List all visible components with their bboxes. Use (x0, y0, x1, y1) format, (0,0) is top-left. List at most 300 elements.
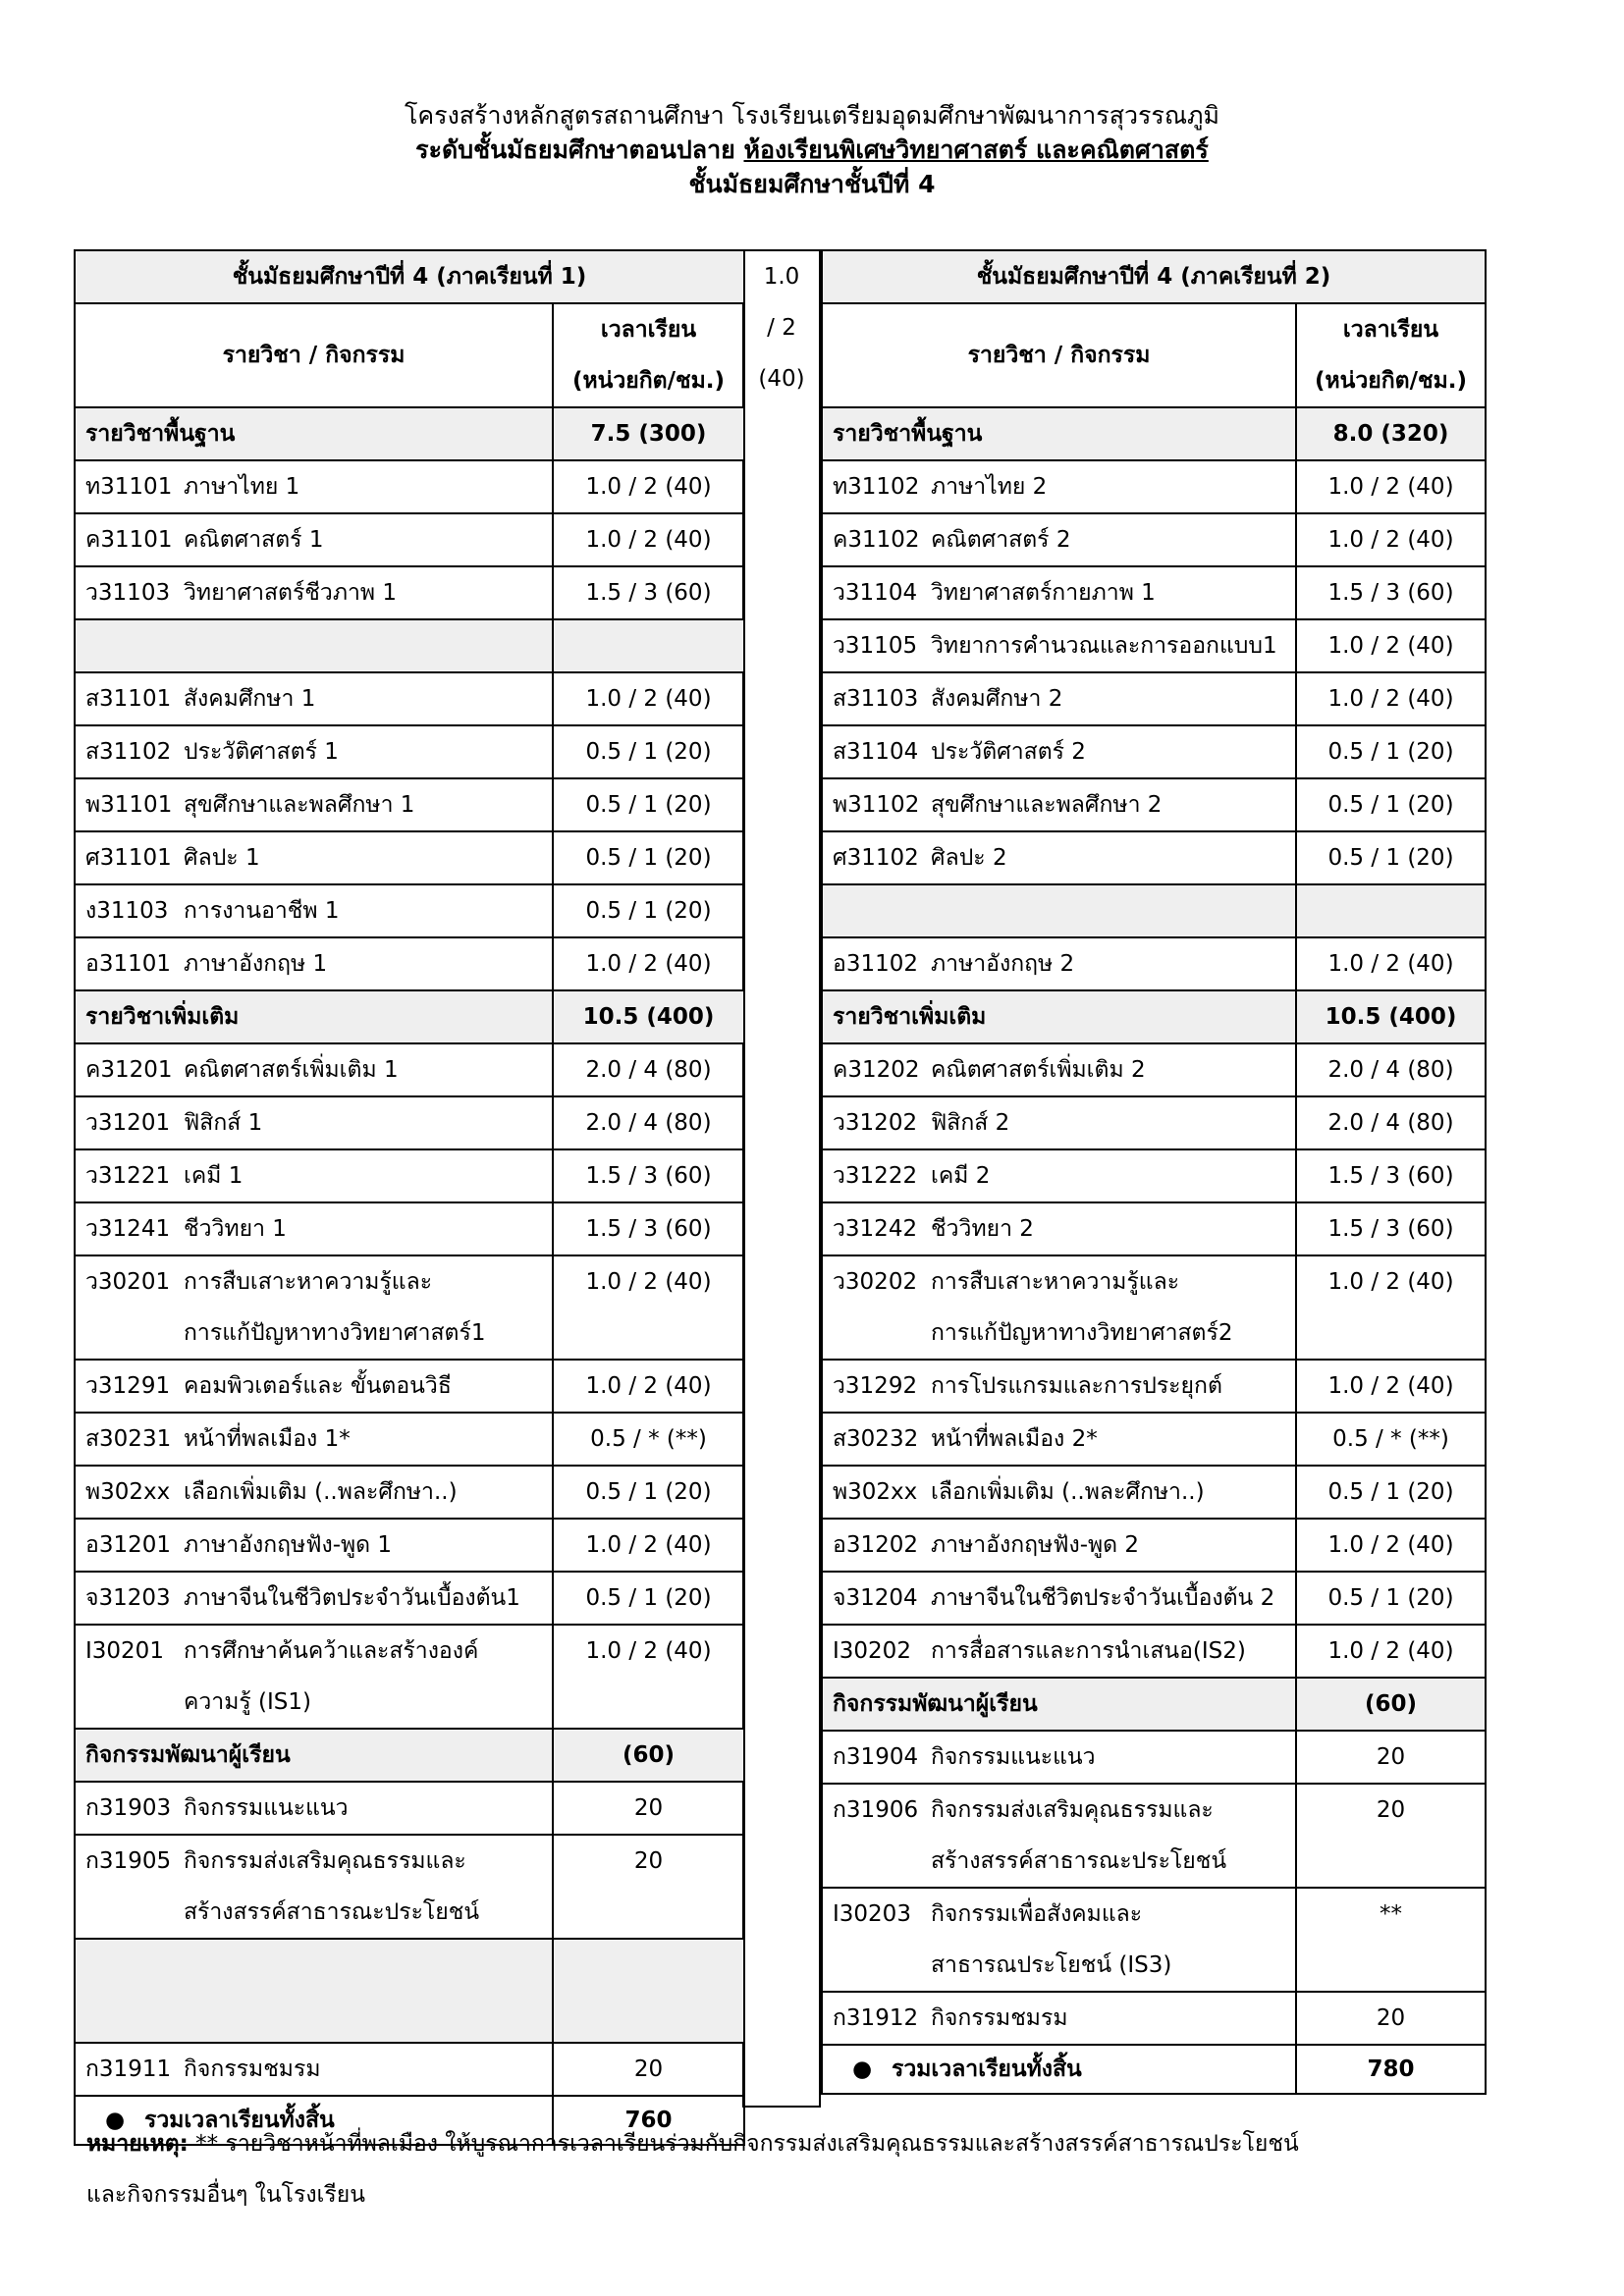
table-row (822, 1360, 1486, 1413)
subject-cell (822, 1202, 1296, 1255)
subject-cell (75, 1625, 553, 1729)
semester-1-heading: ชั้นมัธยมศึกษาปีที่ 4 (ภาคเรียนที่ 1) (75, 250, 744, 303)
subject-cell (75, 513, 553, 566)
subject-column-header: รายวิชา / กิจกรรม (822, 303, 1296, 407)
time-cell: 0.5 / 1 (20) (553, 1466, 744, 1519)
table-row (75, 1255, 744, 1360)
table-row (75, 672, 744, 725)
subject-cell (75, 1782, 553, 1835)
title-line-2-prefix: ระดับชั้นมัธยมศึกษาตอนปลาย (415, 135, 744, 164)
subject-name: คณิตศาสตร์ 2 (931, 527, 1071, 553)
subject-code: ส30232 (833, 1426, 919, 1452)
time-column-header (553, 303, 744, 407)
subject-cell (822, 1731, 1296, 1784)
subject-name: กิจกรรมแนะแนว (931, 1744, 1096, 1770)
subject-code: ว31103 (85, 580, 171, 606)
subject-name: ประวัติศาสตร์ 1 (184, 739, 339, 765)
table-row (75, 1043, 744, 1096)
subject-code: พ302xx (85, 1479, 171, 1505)
subject-name: คณิตศาสตร์ 1 (184, 527, 324, 553)
time-header-line-1: เวลาเรียน (600, 317, 697, 343)
subject-name: กิจกรรมชมรม (931, 2005, 1068, 2031)
table-row (75, 513, 744, 566)
time-cell: 1.5 / 3 (60) (1296, 1202, 1486, 1255)
subject-name: หน้าที่พลเมือง 1* (184, 1426, 351, 1452)
table-row (75, 937, 744, 990)
subject-name: ประวัติศาสตร์ 2 (931, 739, 1086, 765)
semester-1-table (74, 249, 745, 2146)
subject-name: ฟิสิกส์ 2 (931, 1110, 1010, 1136)
time-column-header (1296, 303, 1486, 407)
subject-name: ชีววิทยา 1 (184, 1216, 287, 1242)
table-row (75, 1625, 744, 1729)
section-label: กิจกรรมพัฒนาผู้เรียน (75, 1729, 553, 1782)
subject-cell (75, 1149, 553, 1202)
subject-code: อ31201 (85, 1532, 171, 1558)
subject-code: ส31103 (833, 686, 919, 712)
section-label: รายวิชาพื้นฐาน (75, 407, 553, 460)
table-row (822, 1572, 1486, 1625)
time-cell: 20 (553, 1835, 744, 1939)
table-row (75, 1572, 744, 1625)
subject-code: พ302xx (833, 1479, 918, 1505)
grand-total-label-cell (822, 2045, 1296, 2094)
table-row (75, 1939, 744, 2043)
subject-cell (822, 1888, 1296, 1992)
section-row (822, 1678, 1486, 1731)
subject-code: ก31912 (833, 2005, 919, 2031)
time-cell: 1.0 / 2 (40) (553, 1519, 744, 1572)
subject-code: จ31203 (85, 1585, 171, 1611)
subject-cell (75, 1413, 553, 1466)
time-cell: 1.0 / 2 (40) (1296, 513, 1486, 566)
subject-cell (822, 1784, 1296, 1888)
subject-code: ท31102 (833, 474, 920, 500)
subject-cell (822, 1149, 1296, 1202)
subject-cell (822, 672, 1296, 725)
subject-cell (75, 831, 553, 884)
subject-name-continued: การแก้ปัญหาทางวิทยาศาสตร์1 (184, 1320, 486, 1346)
subject-name: การสืบเสาะหาความรู้และ (931, 1269, 1180, 1295)
subject-cell (75, 1939, 553, 2043)
subject-name: สังคมศึกษา 1 (184, 686, 316, 712)
table-row (75, 460, 744, 513)
title-line-3: ชั้นมัธยมศึกษาชั้นปีที่ 4 (688, 170, 936, 198)
subject-cell (75, 619, 553, 672)
semester-2-table (821, 249, 1487, 2095)
time-cell: 20 (553, 1782, 744, 1835)
time-cell: 0.5 / * (**) (553, 1413, 744, 1466)
subject-cell (75, 725, 553, 778)
subject-name: วิทยาการคำนวณและการออกแบบ1 (931, 633, 1277, 659)
time-cell: 0.5 / 1 (20) (1296, 778, 1486, 831)
subject-code: ว31202 (833, 1110, 918, 1136)
subject-name: ภาษาอังกฤษ 2 (931, 951, 1075, 977)
time-cell (553, 619, 744, 672)
time-cell: 1.5 / 3 (60) (553, 566, 744, 619)
middle-value-2: / 2 (767, 315, 796, 341)
subject-cell (75, 884, 553, 937)
subject-name: คอมพิวเตอร์และ ขั้นตอนวิธี (184, 1373, 452, 1399)
subject-code: จ31204 (833, 1585, 918, 1611)
bullet-icon: ● (104, 2108, 126, 2133)
subject-name: ภาษาจีนในชีวิตประจำวันเบื้องต้น1 (184, 1585, 520, 1611)
subject-code: ว31222 (833, 1163, 918, 1189)
time-cell: 1.0 / 2 (40) (1296, 937, 1486, 990)
subject-name: ชีววิทยา 2 (931, 1216, 1034, 1242)
subject-code: ศ31101 (85, 845, 172, 871)
subject-cell (822, 619, 1296, 672)
subject-cell (822, 725, 1296, 778)
time-header-line-1: เวลาเรียน (1342, 317, 1439, 343)
title-line-1: โครงสร้างหลักสูตรสถานศึกษา โรงเรียนเตรียมอุดมศึกษาพัฒนาการสุวรรณภูมิ (404, 101, 1220, 130)
subject-cell (75, 2043, 553, 2096)
subject-code: ก31905 (85, 1848, 172, 1874)
subject-code: ว31292 (833, 1373, 918, 1399)
footnote-line-2: และกิจกรรมอื่นๆ ในโรงเรียน (86, 2182, 365, 2208)
time-cell: 2.0 / 4 (80) (1296, 1096, 1486, 1149)
subject-cell (822, 566, 1296, 619)
table-row (822, 1413, 1486, 1466)
subject-name: กิจกรรมส่งเสริมคุณธรรมและ (931, 1797, 1214, 1823)
subject-code: พ31102 (833, 792, 920, 818)
subject-name: วิทยาศาสตร์กายภาพ 1 (931, 580, 1156, 606)
table-row (822, 937, 1486, 990)
subject-name: สังคมศึกษา 2 (931, 686, 1063, 712)
time-cell: 20 (1296, 1731, 1486, 1784)
time-cell (553, 1939, 744, 2043)
subject-code: ท31101 (85, 474, 173, 500)
grand-total-label: รวมเวลาเรียนทั้งสิ้น (144, 2108, 335, 2133)
subject-name: คณิตศาสตร์เพิ่มเติม 2 (931, 1057, 1146, 1083)
subject-code: ส31102 (85, 739, 172, 765)
subject-cell (822, 1255, 1296, 1360)
time-cell: 1.0 / 2 (40) (1296, 1360, 1486, 1413)
middle-value-3: (40) (758, 366, 805, 392)
subject-name: ฟิสิกส์ 1 (184, 1110, 263, 1136)
subject-name: วิทยาศาสตร์ชีวภาพ 1 (184, 580, 398, 606)
subject-code: I30203 (833, 1901, 911, 1927)
table-row (822, 1519, 1486, 1572)
subject-code: ว31221 (85, 1163, 171, 1189)
subject-cell (75, 937, 553, 990)
grand-total-row (822, 2045, 1486, 2094)
subject-name: ภาษาไทย 1 (184, 474, 300, 500)
subject-cell (75, 1519, 553, 1572)
subject-cell (75, 1572, 553, 1625)
semester-2-rows (822, 407, 1486, 2094)
section-row (822, 990, 1486, 1043)
time-cell: 20 (1296, 1784, 1486, 1888)
table-row (822, 778, 1486, 831)
section-label: กิจกรรมพัฒนาผู้เรียน (822, 1678, 1296, 1731)
subject-code: ว30201 (85, 1269, 171, 1295)
section-row (75, 1729, 744, 1782)
section-row (75, 990, 744, 1043)
subject-name: เคมี 1 (184, 1163, 244, 1189)
bullet-icon: ● (851, 2056, 873, 2082)
footnote (86, 2118, 1299, 2220)
table-row (822, 831, 1486, 884)
section-total: (60) (553, 1729, 744, 1782)
time-cell: 0.5 / 1 (20) (553, 778, 744, 831)
time-cell: 1.0 / 2 (40) (1296, 1255, 1486, 1360)
table-row (75, 1149, 744, 1202)
table-row (75, 831, 744, 884)
subject-name: การงานอาชีพ 1 (184, 898, 340, 924)
subject-name: ภาษาไทย 2 (931, 474, 1048, 500)
subject-cell (75, 1096, 553, 1149)
table-row (75, 778, 744, 831)
time-cell: 0.5 / 1 (20) (553, 725, 744, 778)
subject-code: อ31202 (833, 1532, 918, 1558)
subject-code: ส31104 (833, 739, 919, 765)
subject-name: การโปรแกรมและการประยุกต์ (931, 1373, 1222, 1399)
section-row (822, 407, 1486, 460)
time-cell: 20 (1296, 1992, 1486, 2045)
subject-cell (822, 1413, 1296, 1466)
subject-cell (75, 1255, 553, 1360)
table-row (75, 1835, 744, 1939)
time-cell: 0.5 / 1 (20) (1296, 1572, 1486, 1625)
grand-total-value: 780 (1296, 2045, 1486, 2094)
subject-cell (75, 778, 553, 831)
table-row (75, 725, 744, 778)
subject-cell (822, 513, 1296, 566)
table-row (822, 1466, 1486, 1519)
subject-code: I30201 (85, 1638, 164, 1664)
subject-cell (75, 1360, 553, 1413)
section-total: 10.5 (400) (553, 990, 744, 1043)
time-cell: 1.0 / 2 (40) (553, 937, 744, 990)
time-cell: 1.0 / 2 (40) (1296, 1625, 1486, 1678)
table-row (75, 1096, 744, 1149)
subject-code: ว31291 (85, 1373, 171, 1399)
subject-name: คณิตศาสตร์เพิ่มเติม 1 (184, 1057, 399, 1083)
subject-name: กิจกรรมชมรม (184, 2056, 321, 2082)
subject-name: การศึกษาค้นคว้าและสร้างองค์ (184, 1638, 479, 1664)
subject-name: สุขศึกษาและพลศึกษา 2 (931, 792, 1163, 818)
subject-name: ภาษาอังกฤษฟัง-พูด 2 (931, 1532, 1140, 1558)
time-cell: 1.0 / 2 (40) (1296, 460, 1486, 513)
table-row (822, 619, 1486, 672)
subject-code: ส30231 (85, 1426, 172, 1452)
time-cell: 1.0 / 2 (40) (553, 1255, 744, 1360)
subject-name: เลือกเพิ่มเติม (..พละศึกษา..) (931, 1479, 1205, 1505)
subject-cell (822, 1043, 1296, 1096)
time-header-line-2: (หน่วยกิต/ชม.) (1314, 368, 1468, 394)
section-total: 8.0 (320) (1296, 407, 1486, 460)
subject-name: เลือกเพิ่มเติม (..พละศึกษา..) (184, 1479, 458, 1505)
time-cell: 1.0 / 2 (40) (1296, 1519, 1486, 1572)
subject-code: ส31101 (85, 686, 172, 712)
table-row (822, 1625, 1486, 1678)
subject-column-header: รายวิชา / กิจกรรม (75, 303, 553, 407)
subject-name: ภาษาอังกฤษ 1 (184, 951, 328, 977)
table-row (75, 2043, 744, 2096)
title-line-2-underlined: ห้องเรียนพิเศษวิทยาศาสตร์ และคณิตศาสตร์ (743, 135, 1209, 164)
subject-cell (822, 1572, 1296, 1625)
section-total: (60) (1296, 1678, 1486, 1731)
subject-name: กิจกรรมส่งเสริมคุณธรรมและ (184, 1848, 466, 1874)
table-row (822, 1992, 1486, 2045)
time-cell: 2.0 / 4 (80) (1296, 1043, 1486, 1096)
subject-cell (822, 884, 1296, 937)
grand-total-label: รวมเวลาเรียนทั้งสิ้น (892, 2056, 1082, 2082)
subject-code: ว31201 (85, 1110, 171, 1136)
table-row (75, 619, 744, 672)
table-row (822, 1784, 1486, 1888)
table-row (822, 1731, 1486, 1784)
subject-name: กิจกรรมแนะแนว (184, 1795, 349, 1821)
table-row (75, 1782, 744, 1835)
subject-name-continued: สาธารณประโยชน์ (IS3) (931, 1952, 1172, 1978)
subject-name-continued: ความรู้ (IS1) (184, 1689, 312, 1715)
time-cell: 1.0 / 2 (40) (553, 1360, 744, 1413)
time-cell: ** (1296, 1888, 1486, 1992)
semester-2-heading: ชั้นมัธยมศึกษาปีที่ 4 (ภาคเรียนที่ 2) (822, 250, 1486, 303)
subject-code: ง31103 (85, 898, 169, 924)
footnote-label: หมายเหตุ: (86, 2131, 189, 2157)
subject-code: ก31903 (85, 1795, 172, 1821)
time-cell: 1.5 / 3 (60) (1296, 1149, 1486, 1202)
subject-code: ค31201 (85, 1057, 173, 1083)
subject-cell (75, 1466, 553, 1519)
table-row (822, 566, 1486, 619)
subject-name: สุขศึกษาและพลศึกษา 1 (184, 792, 415, 818)
section-label: รายวิชาพื้นฐาน (822, 407, 1296, 460)
subject-code: I30202 (833, 1638, 911, 1664)
table-row (75, 566, 744, 619)
subject-cell (75, 566, 553, 619)
subject-cell (822, 1096, 1296, 1149)
time-cell: 0.5 / 1 (20) (553, 884, 744, 937)
table-row (822, 725, 1486, 778)
subject-cell (75, 1043, 553, 1096)
subject-cell (822, 460, 1296, 513)
table-row (822, 1043, 1486, 1096)
subject-code: อ31102 (833, 951, 918, 977)
time-cell: 0.5 / 1 (20) (553, 1572, 744, 1625)
subject-code: ก31904 (833, 1744, 919, 1770)
section-label: รายวิชาเพิ่มเติม (75, 990, 553, 1043)
subject-code: ก31906 (833, 1797, 919, 1823)
subject-code: ว30202 (833, 1269, 918, 1295)
table-row (822, 1202, 1486, 1255)
document-title (0, 98, 1624, 201)
subject-cell (822, 1360, 1296, 1413)
subject-code: ว31242 (833, 1216, 918, 1242)
time-cell: 1.5 / 3 (60) (553, 1149, 744, 1202)
time-cell: 2.0 / 4 (80) (553, 1096, 744, 1149)
subject-cell (822, 1625, 1296, 1678)
time-cell: 20 (553, 2043, 744, 2096)
table-row (822, 1888, 1486, 1992)
section-row (75, 407, 744, 460)
subject-code: ว31241 (85, 1216, 171, 1242)
section-total: 10.5 (400) (1296, 990, 1486, 1043)
subject-name-continued: การแก้ปัญหาทางวิทยาศาสตร์2 (931, 1320, 1233, 1346)
middle-column (742, 249, 821, 2108)
table-row (822, 1149, 1486, 1202)
subject-code: ว31104 (833, 580, 918, 606)
table-row (822, 672, 1486, 725)
table-row (822, 1255, 1486, 1360)
subject-cell (822, 1992, 1296, 2045)
table-row (822, 460, 1486, 513)
table-row (75, 1466, 744, 1519)
subject-cell (75, 1202, 553, 1255)
time-header-line-2: (หน่วยกิต/ชม.) (571, 368, 726, 394)
subject-code: ศ31102 (833, 845, 919, 871)
subject-cell (822, 778, 1296, 831)
time-cell: 1.0 / 2 (40) (553, 1625, 744, 1729)
subject-cell (822, 1519, 1296, 1572)
table-row (822, 1096, 1486, 1149)
time-cell: 1.0 / 2 (40) (1296, 619, 1486, 672)
time-cell: 0.5 / 1 (20) (1296, 1466, 1486, 1519)
section-total: 7.5 (300) (553, 407, 744, 460)
subject-cell (75, 672, 553, 725)
table-row (75, 1360, 744, 1413)
subject-code: ค31101 (85, 527, 173, 553)
subject-name: ภาษาอังกฤษฟัง-พูด 1 (184, 1532, 393, 1558)
table-row (822, 884, 1486, 937)
subject-cell (75, 460, 553, 513)
subject-name-continued: สร้างสรรค์สาธารณะประโยชน์ (931, 1848, 1227, 1874)
subject-name: กิจกรรมเพื่อสังคมและ (931, 1901, 1143, 1927)
subject-code: ค31202 (833, 1057, 920, 1083)
subject-cell (822, 1466, 1296, 1519)
table-row (822, 513, 1486, 566)
time-cell: 1.0 / 2 (40) (553, 513, 744, 566)
time-cell: 1.0 / 2 (40) (1296, 672, 1486, 725)
time-cell (1296, 884, 1486, 937)
subject-code: ว31105 (833, 633, 918, 659)
subject-name: หน้าที่พลเมือง 2* (931, 1426, 1098, 1452)
semester-1-rows (75, 407, 744, 2145)
subject-code: ค31102 (833, 527, 920, 553)
subject-code: อ31101 (85, 951, 171, 977)
table-row (75, 1519, 744, 1572)
time-cell: 2.0 / 4 (80) (553, 1043, 744, 1096)
subject-code: ก31911 (85, 2056, 172, 2082)
time-cell: 1.5 / 3 (60) (553, 1202, 744, 1255)
time-cell: 0.5 / 1 (20) (1296, 831, 1486, 884)
subject-name: ศิลปะ 1 (184, 845, 260, 871)
footnote-line-1: ** รายวิชาหน้าที่พลเมือง ให้บูรณาการเวลาเรียนร่วมกับกิจกรรมส่งเสริมคุณธรรมและสร้างสรรค์สาธารณประโยชน์ (188, 2131, 1299, 2157)
time-cell: 1.0 / 2 (40) (553, 460, 744, 513)
table-row (75, 1413, 744, 1466)
subject-name: ภาษาจีนในชีวิตประจำวันเบื้องต้น 2 (931, 1585, 1275, 1611)
grand-total-value: 760 (553, 2096, 744, 2145)
time-cell: 0.5 / 1 (20) (1296, 725, 1486, 778)
middle-value-1: 1.0 (763, 264, 800, 290)
time-cell: 1.0 / 2 (40) (553, 672, 744, 725)
table-row (75, 884, 744, 937)
time-cell: 0.5 / * (**) (1296, 1413, 1486, 1466)
subject-name: การสืบเสาะหาความรู้และ (184, 1269, 433, 1295)
subject-name: การสื่อสารและการนำเสนอ(IS2) (931, 1638, 1246, 1664)
section-label: รายวิชาเพิ่มเติม (822, 990, 1296, 1043)
subject-code: พ31101 (85, 792, 173, 818)
time-cell: 0.5 / 1 (20) (553, 831, 744, 884)
subject-name: ศิลปะ 2 (931, 845, 1007, 871)
subject-cell (822, 937, 1296, 990)
time-cell: 1.5 / 3 (60) (1296, 566, 1486, 619)
subject-cell (822, 831, 1296, 884)
subject-cell (75, 1835, 553, 1939)
